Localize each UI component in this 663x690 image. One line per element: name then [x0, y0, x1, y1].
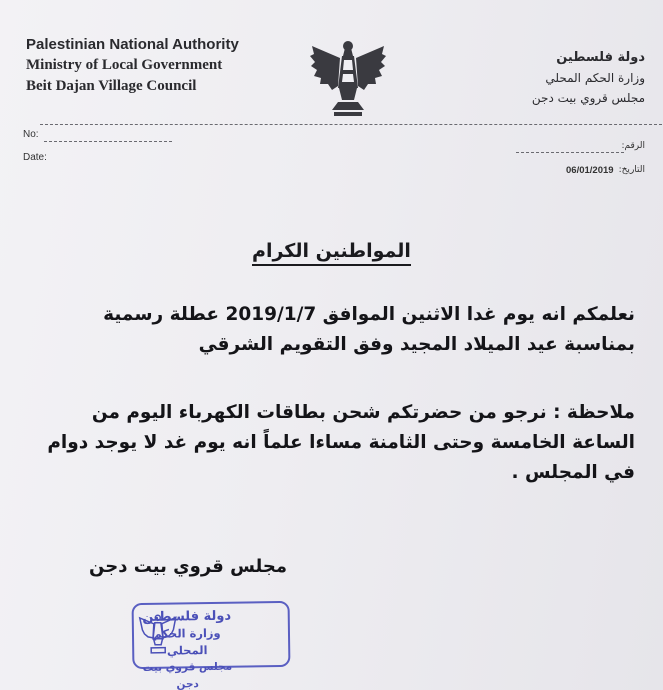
stamp-line-2: وزارة الحكم المحلي: [153, 625, 221, 658]
signature-council: مجلس قروي بيت دجن: [89, 556, 287, 577]
no-label: No:: [23, 129, 39, 140]
council-name-en: Beit Dajan Village Council: [26, 78, 197, 94]
council-name-ar: مجلس قروي بيت دجن: [531, 91, 645, 105]
date-value: 06/01/2019: [566, 165, 614, 176]
header-divider: [40, 124, 662, 125]
state-name-ar: دولة فلسطين: [556, 50, 645, 65]
letter-title: [0, 240, 663, 262]
no-ar-dotted-line: [516, 152, 624, 153]
header-english: [26, 36, 239, 95]
no-dotted-line: [44, 141, 172, 142]
no-label-ar: الرقم:: [621, 141, 645, 151]
date-label: Date:: [23, 152, 47, 163]
ministry-name-en: Ministry of Local Government: [26, 57, 223, 73]
note-paragraph: ملاحظة : نرجو من حضرتكم شحن بطاقات الكهرباء اليوم من الساعة الخامسة وحتى الثامنة مساءا علماً انه يوم غد لا يوجد دوام في المجلس .: [47, 402, 635, 483]
stamp-line-1: دولة فلسطين: [142, 608, 232, 625]
header-arabic: [532, 50, 645, 105]
announcement-paragraph: نعلمكم انه يوم غدا الاثنين الموافق 2019/1/7 عطلة رسمية بمناسبة عيد الميلاد المجيد وفق التقويم الشرقي: [103, 304, 635, 355]
eagle-emblem-icon: [308, 36, 388, 124]
stamp-line-3: مجلس قروي بيت دجن: [142, 660, 233, 690]
official-stamp: [132, 601, 291, 690]
letter-title-text: المواطنين الكرام: [252, 240, 411, 266]
authority-name-en: Palestinian National Authority: [26, 36, 239, 53]
date-label-ar: التاريخ:: [618, 165, 645, 175]
ministry-name-ar: وزارة الحكم المحلي: [545, 71, 645, 85]
stamp-eagle-icon: [138, 609, 179, 660]
